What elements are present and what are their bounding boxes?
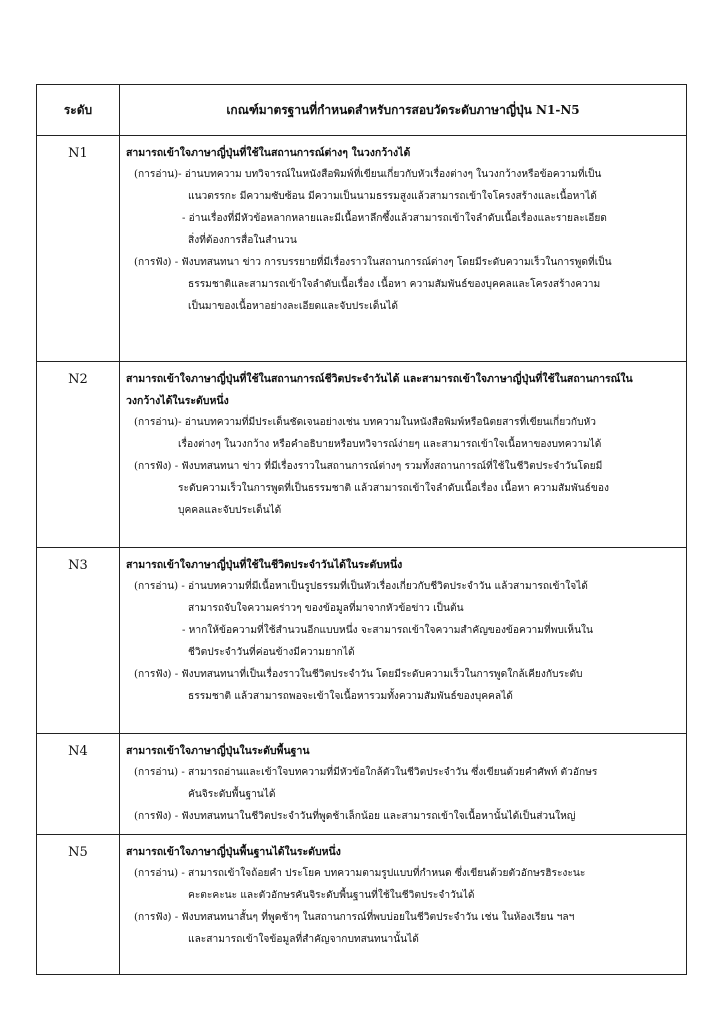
table-row bbox=[37, 734, 687, 835]
criteria-line: - หากให้ข้อความที่ใช้สำนวนอีกแบบหนึ่ง จะสามารถเข้าใจความสำคัญของข้อความที่พบเห็นใน bbox=[182, 625, 593, 636]
level-cell: N5 bbox=[37, 835, 120, 975]
table-header-row bbox=[37, 85, 687, 136]
jlpt-criteria-table bbox=[36, 84, 687, 975]
criteria-cell bbox=[120, 136, 687, 362]
level-title: สามารถเข้าใจภาษาญี่ปุ่นที่ใช้ในสถานการณ์ชีวิตประจำวันได้ และสามารถเข้าใจภาษาญี่ปุ่นที่ใช้ในสถานการณ์ใน bbox=[126, 373, 633, 385]
criteria-line: ธรรมชาติ แล้วสามารถพอจะเข้าใจเนื้อหารวมทั้งความสัมพันธ์ของบุคคลได้ bbox=[188, 691, 513, 702]
criteria-line: - อ่านเรื่องที่มีหัวข้อหลากหลายและมีเนื้อหาลึกซึ้งแล้วสามารถเข้าใจลำดับเนื้อเรื่องและรายละเอียด bbox=[182, 213, 607, 224]
criteria-cell bbox=[120, 835, 687, 975]
criteria-line: แนวตรรกะ มีความซับซ้อน มีความเป็นนามธรรมสูงแล้วสามารถเข้าใจโครงสร้างและเนื้อหาได้ bbox=[188, 191, 597, 202]
criteria-line: (การอ่าน)- อ่านบทความ บทวิจารณ์ในหนังสือพิมพ์ที่เขียนเกี่ยวกับหัวเรื่องต่างๆ ในวงกว้างหรือข้อความที่เป็น bbox=[134, 169, 602, 180]
table-row bbox=[37, 362, 687, 548]
criteria-line: และสามารถเข้าใจข้อมูลที่สำคัญจากบทสนทนานั้นได้ bbox=[188, 934, 419, 945]
header-level: ระดับ bbox=[37, 85, 120, 136]
criteria-cell bbox=[120, 548, 687, 734]
criteria-line: (การอ่าน) - สามารถอ่านและเข้าใจบทความที่มีหัวข้อใกล้ตัวในชีวิตประจำวัน ซึ่งเขียนด้วยคำศัพท์ ตัวอักษร bbox=[134, 767, 598, 778]
criteria-cell bbox=[120, 734, 687, 835]
criteria-line: ชีวิตประจำวันที่ค่อนข้างมีความยากได้ bbox=[188, 647, 355, 658]
level-cell: N4 bbox=[37, 734, 120, 835]
level-title: สามารถเข้าใจภาษาญี่ปุ่นพื้นฐานได้ในระดับหนึ่ง bbox=[126, 846, 341, 858]
level-cell: N1 bbox=[37, 136, 120, 362]
header-criteria: เกณฑ์มาตรฐานที่กำหนดสำหรับการสอบวัดระดับภาษาญี่ปุ่น N1-N5 bbox=[120, 85, 687, 136]
criteria-line: (การอ่าน) - สามารถเข้าใจถ้อยคำ ประโยค บทความตามรูปแบบที่กำหนด ซึ่งเขียนด้วยตัวอักษรฮิระงะนะ bbox=[134, 868, 586, 879]
level-title: สามารถเข้าใจภาษาญี่ปุ่นในระดับพื้นฐาน bbox=[126, 745, 310, 757]
criteria-line: (การฟัง) - ฟังบทสนทนา ข่าว ที่มีเรื่องราวในสถานการณ์ต่างๆ รวมทั้งสถานการณ์ที่ใช้ในชีวิตประจำวันโดยมี bbox=[134, 461, 603, 472]
table-row bbox=[37, 136, 687, 362]
criteria-line: (การอ่าน)- อ่านบทความที่มีประเด็นชัดเจนอย่างเช่น บทความในหนังสือพิมพ์หรือนิตยสารที่เขียนเกี่ยวกับหัว bbox=[134, 417, 596, 428]
criteria-cell bbox=[120, 362, 687, 548]
table-row bbox=[37, 548, 687, 734]
criteria-line: เรื่องต่างๆ ในวงกว้าง หรือคำอธิบายหรือบทวิจารณ์ง่ายๆ และสามารถเข้าใจเนื้อหาของบทความได้ bbox=[178, 439, 602, 450]
level-cell: N3 bbox=[37, 548, 120, 734]
criteria-line: (การฟัง) - ฟังบทสนทนาที่เป็นเรื่องราวในชีวิตประจำวัน โดยมีระดับความเร็วในการพูดใกล้เคียงกับระดับ bbox=[134, 669, 583, 680]
level-cell: N2 bbox=[37, 362, 120, 548]
criteria-line: คันจิระดับพื้นฐานได้ bbox=[188, 789, 276, 800]
criteria-line: (การฟัง) - ฟังบทสนทนา ข่าว การบรรยายที่มีเรื่องราวในสถานการณ์ต่างๆ โดยมีระดับความเร็วในการพูดที่เป็น bbox=[134, 257, 612, 268]
criteria-line: สิ่งที่ต้องการสื่อในสำนวน bbox=[188, 235, 297, 246]
criteria-line: ระดับความเร็วในการพูดที่เป็นธรรมชาติ แล้วสามารถเข้าใจลำดับเนื้อเรื่อง เนื้อหา ความสัมพันธ์ของ bbox=[178, 483, 609, 494]
criteria-line: บุคคลและจับประเด็นได้ bbox=[178, 505, 282, 516]
criteria-line: (การอ่าน) - อ่านบทความที่มีเนื้อหาเป็นรูปธรรมที่เป็นหัวเรื่องเกี่ยวกับชีวิตประจำวัน แล้วสามารถเข้าใจได้ bbox=[134, 581, 588, 592]
criteria-line: เป็นมาของเนื้อหาอย่างละเอียดและจับประเด็นได้ bbox=[188, 301, 399, 312]
criteria-line: สามารถจับใจความคร่าวๆ ของข้อมูลที่มาจากหัวข้อข่าว เป็นต้น bbox=[188, 603, 464, 614]
table-row bbox=[37, 835, 687, 975]
criteria-line: ธรรมชาติและสามารถเข้าใจลำดับเนื้อเรื่อง เนื้อหา ความสัมพันธ์ของบุคคลและโครงสร้างความ bbox=[188, 279, 601, 290]
criteria-line: (การฟัง) - ฟังบทสนทนาสั้นๆ ที่พูดช้าๆ ในสถานการณ์ที่พบบ่อยในชีวิตประจำวัน เช่น ในห้องเรียน ฯลฯ bbox=[134, 912, 575, 923]
criteria-line: (การฟัง) - ฟังบทสนทนาในชีวิตประจำวันที่พูดช้าเล็กน้อย และสามารถเข้าใจเนื้อหานั้นได้เป็นส่วนใหญ่ bbox=[134, 811, 576, 822]
level-title: สามารถเข้าใจภาษาญี่ปุ่นที่ใช้ในชีวิตประจำวันได้ในระดับหนึ่ง bbox=[126, 559, 403, 571]
level-title-continued: วงกว้างได้ในระดับหนึ่ง bbox=[126, 395, 229, 407]
criteria-line: คะตะคะนะ และตัวอักษรคันจิระดับพื้นฐานที่ใช้ในชีวิตประจำวันได้ bbox=[188, 890, 475, 901]
level-title: สามารถเข้าใจภาษาญี่ปุ่นที่ใช้ในสถานการณ์ต่างๆ ในวงกว้างได้ bbox=[126, 147, 411, 159]
